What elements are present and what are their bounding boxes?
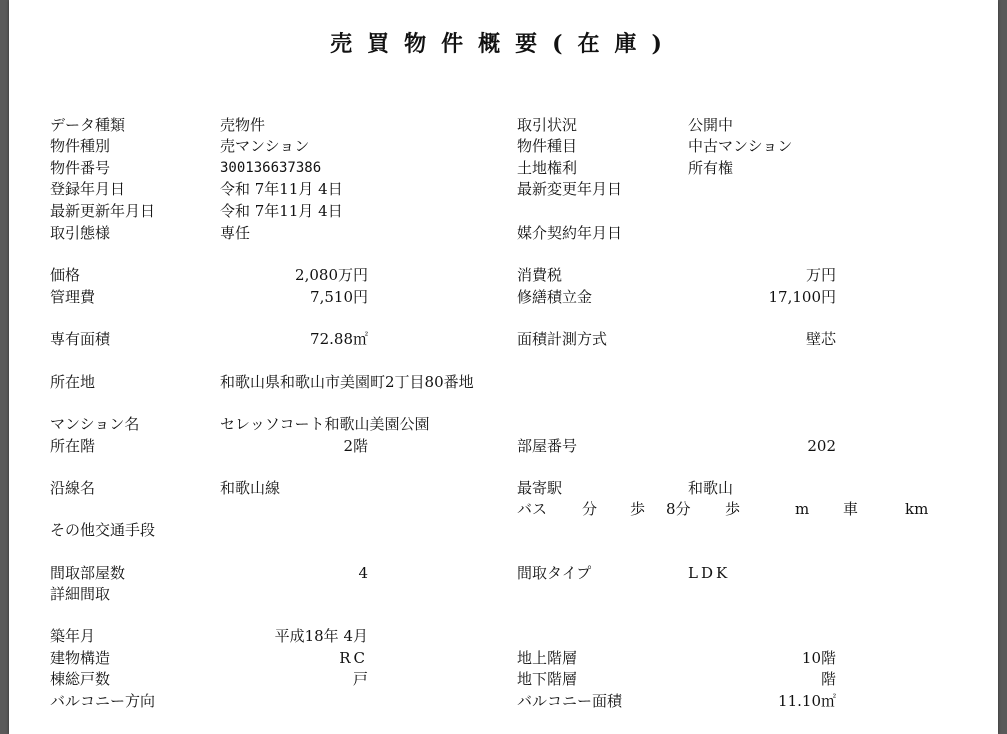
above-ground-floors-value: 10階 <box>801 649 836 667</box>
land-rights-label: 土地権利 <box>517 159 578 177</box>
property-category-label: 物件種別 <box>50 137 111 155</box>
balcony-area-label: バルコニー面積 <box>517 692 623 710</box>
total-units-value: 戸 <box>352 670 368 688</box>
brokerage-contract-date-label: 媒介契約年月日 <box>517 224 623 242</box>
consumption-tax-label: 消費税 <box>517 266 563 284</box>
bus-label: バス <box>517 500 548 518</box>
exclusive-area-label: 専有面積 <box>50 330 111 348</box>
other-transport-label: その他交通手段 <box>50 521 156 539</box>
floor-label: 所在階 <box>50 437 96 455</box>
meters-unit: m <box>795 500 810 518</box>
structure-label: 建物構造 <box>50 649 111 667</box>
mansion-name-label: マンション名 <box>50 415 140 433</box>
room-number-label: 部屋番号 <box>517 437 578 455</box>
built-date-label: 築年月 <box>50 627 96 645</box>
room-number-value: 202 <box>807 437 836 455</box>
management-fee-value: 7,510円 <box>310 288 368 306</box>
underground-floors-value: 階 <box>820 670 836 688</box>
transaction-mode-label: 取引態様 <box>50 224 111 242</box>
above-ground-floors-label: 地上階層 <box>517 649 578 667</box>
bus-walk-label: 歩 <box>630 500 646 518</box>
registration-date-label: 登録年月日 <box>50 180 126 198</box>
walk-label: 歩 <box>725 500 741 518</box>
area-measurement-label: 面積計測方式 <box>517 330 608 348</box>
property-type-value: 中古マンション <box>688 137 793 155</box>
property-category-value: 売マンション <box>220 137 310 155</box>
price-label: 価格 <box>50 266 81 284</box>
location-value: 和歌山県和歌山市美園町2丁目80番地 <box>220 373 474 391</box>
exclusive-area-value: 72.88㎡ <box>310 330 368 348</box>
area-measurement-value: 壁芯 <box>805 330 836 348</box>
latest-update-date-label: 最新更新年月日 <box>50 202 156 220</box>
nearest-station-value: 和歌山 <box>688 479 734 497</box>
data-type-value: 売物件 <box>220 116 266 134</box>
property-type-label: 物件種目 <box>517 137 578 155</box>
registration-date-value: 令和 7年11月 4日 <box>220 180 343 198</box>
walk-minutes-value: 8分 <box>666 500 691 518</box>
document-title: 売買物件概要(在庫) <box>330 31 677 57</box>
built-date-value: 平成18年 4月 <box>274 627 368 645</box>
detailed-layout-label: 詳細間取 <box>50 585 111 603</box>
kilometers-unit: km <box>905 500 929 518</box>
underground-floors-label: 地下階層 <box>517 670 578 688</box>
transaction-status-value: 公開中 <box>688 116 734 134</box>
bus-minutes-unit: 分 <box>582 500 598 518</box>
property-number-value: 300136637386 <box>220 160 322 176</box>
property-number-label: 物件番号 <box>50 159 111 177</box>
layout-type-value: LDK <box>688 564 731 582</box>
repair-reserve-label: 修繕積立金 <box>517 288 593 306</box>
document-page <box>9 0 998 734</box>
management-fee-label: 管理費 <box>50 288 96 306</box>
mansion-name-value: セレッソコート和歌山美園公園 <box>220 415 430 433</box>
balcony-direction-label: バルコニー方向 <box>50 692 156 710</box>
balcony-area-value: 11.10㎡ <box>778 692 836 710</box>
transaction-status-label: 取引状況 <box>517 116 578 134</box>
latest-update-date-value: 令和 7年11月 4日 <box>220 202 343 220</box>
total-units-label: 棟総戸数 <box>50 670 111 688</box>
railway-line-label: 沿線名 <box>50 479 96 497</box>
price-value: 2,080万円 <box>295 266 368 284</box>
data-type-label: データ種類 <box>50 116 126 134</box>
location-label: 所在地 <box>50 373 96 391</box>
transaction-mode-value: 専任 <box>220 224 251 242</box>
latest-change-date-label: 最新変更年月日 <box>517 180 623 198</box>
layout-type-label: 間取タイプ <box>517 564 592 582</box>
room-count-value: 4 <box>358 564 368 582</box>
land-rights-value: 所有権 <box>688 159 734 177</box>
consumption-tax-value: 万円 <box>805 266 836 284</box>
floor-value: 2階 <box>343 437 368 455</box>
railway-line-value: 和歌山線 <box>220 479 281 497</box>
repair-reserve-value: 17,100円 <box>768 288 836 306</box>
car-label: 車 <box>843 500 859 518</box>
nearest-station-label: 最寄駅 <box>517 479 563 497</box>
structure-value: RC <box>339 649 368 667</box>
room-count-label: 間取部屋数 <box>50 564 126 582</box>
